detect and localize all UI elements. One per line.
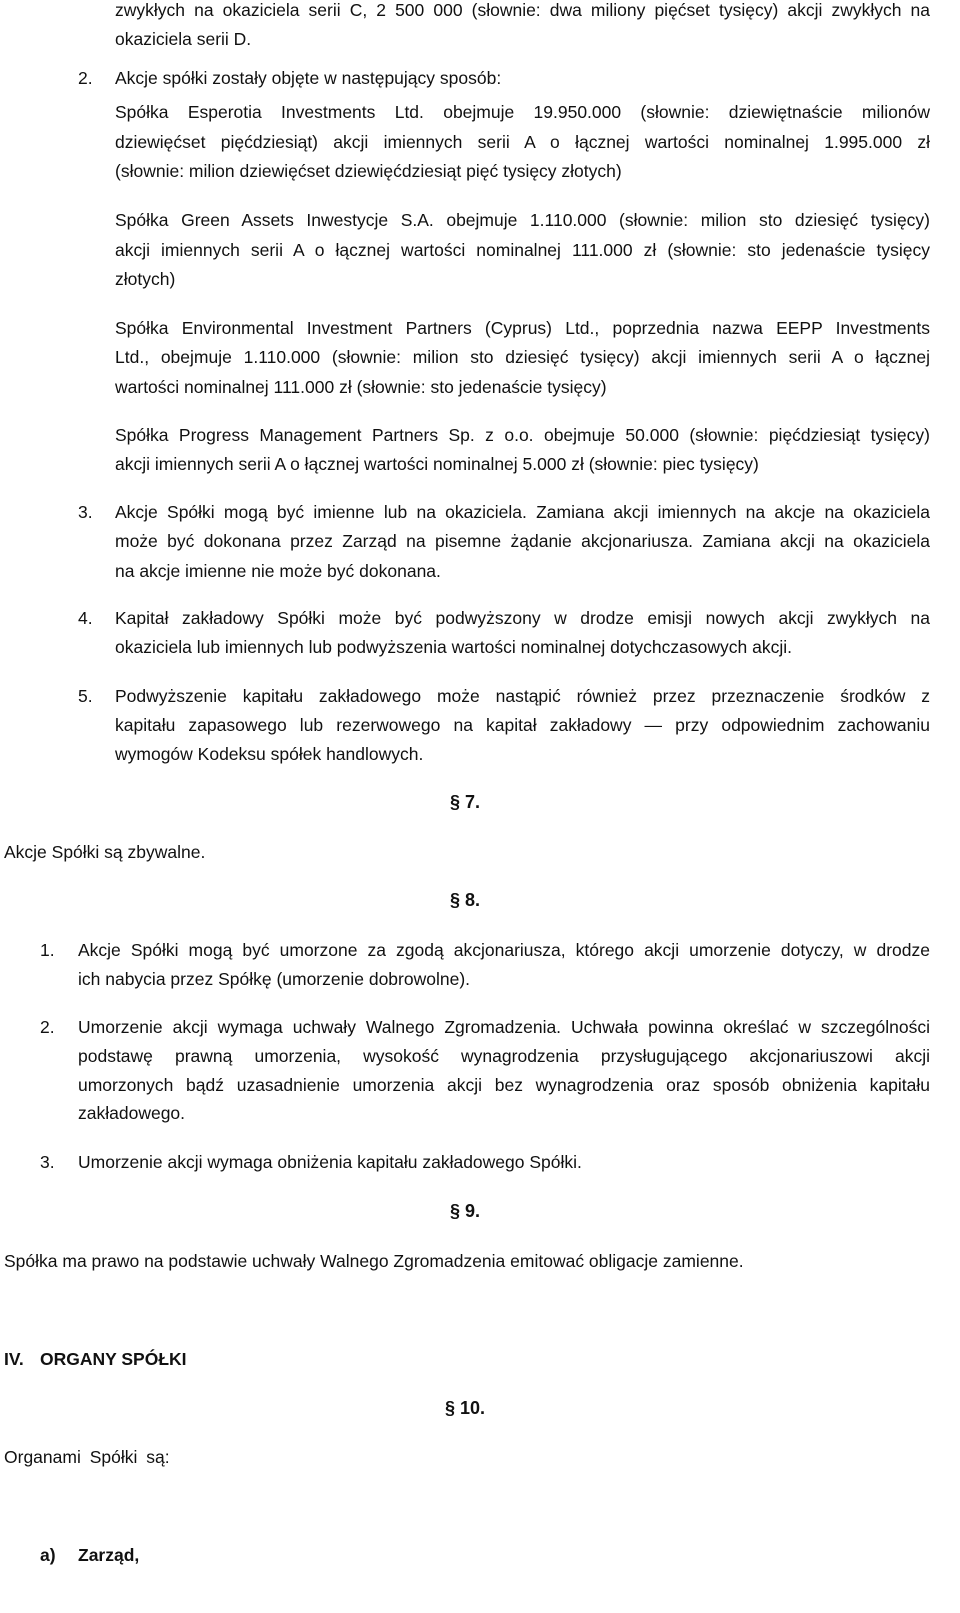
list-item-text: zakładowego. bbox=[78, 1103, 186, 1123]
list-item-text: Akcje spółki zostały objęte w następujący sposób: bbox=[115, 68, 502, 88]
list-number: 5. bbox=[78, 686, 93, 706]
list-number: 3. bbox=[40, 1152, 55, 1172]
list-item-text: Umorzenie akcji wymaga uchwały Walnego Zgromadzenia. Uchwała powinna określać w szczególności bbox=[78, 1017, 930, 1037]
list-item-text: Akcje Spółki mogą być umorzone za zgodą akcjonariusza, którego akcji umorzenie dotyczy, w drodze bbox=[78, 940, 930, 960]
shareholder-line: wartości nominalnej 111.000 zł (słownie: sto jedenaście tysięcy) bbox=[115, 377, 607, 397]
paragraph-line: okaziciela serii D. bbox=[115, 29, 252, 49]
list-number: 2. bbox=[78, 68, 93, 88]
shareholder-line: Spółka Green Assets Inwestycje S.A. obejmuje 1.110.000 (słownie: milion sto dziesięć tysięcy) bbox=[115, 210, 930, 230]
section-text: Akcje Spółki są zbywalne. bbox=[4, 842, 206, 862]
section-heading: § 9. bbox=[450, 1201, 481, 1221]
shareholder-line: dziewięćset pięćdziesiąt) akcji imiennych serii A o łącznej wartości nominalnej 1.995.000 zł bbox=[115, 132, 930, 152]
list-number: 4. bbox=[78, 608, 93, 628]
list-item-text: ich nabycia przez Spółkę (umorzenie dobrowolne). bbox=[78, 969, 471, 989]
shareholder-line: Spółka Esperotia Investments Ltd. obejmuje 19.950.000 (słownie: dziewiętnaście milionów bbox=[115, 102, 930, 122]
list-item-text: Umorzenie akcji wymaga obniżenia kapitału zakładowego Spółki. bbox=[78, 1152, 582, 1172]
list-item-text: umorzonych bądź uzasadnienie umorzenia akcji bez wynagrodzenia oraz sposób obniżenia kapitału bbox=[78, 1075, 930, 1095]
shareholder-line: (słownie: milion dziewięćset dziewięćdziesiąt pięć tysięcy złotych) bbox=[115, 161, 622, 181]
list-number: 1. bbox=[40, 940, 55, 960]
list-item-text: Zarząd, bbox=[78, 1545, 140, 1565]
paragraph-line: zwykłych na okaziciela serii C, 2 500 000 (słownie: dwa miliony pięćset tysięcy) akcji zwykłych na bbox=[115, 0, 930, 20]
list-number: 2. bbox=[40, 1017, 55, 1037]
shareholder-line: akcji imiennych serii A o łącznej wartości nominalnej 111.000 zł (słownie: sto jedenaście tysięcy bbox=[115, 240, 930, 260]
list-number: 3. bbox=[78, 502, 93, 522]
list-item-text: może być dokonana przez Zarząd na pisemne żądanie akcjonariusza. Zamiana akcji na okaziciela bbox=[115, 531, 930, 551]
section-heading: § 7. bbox=[450, 792, 481, 812]
list-item-text: Akcje Spółki mogą być imienne lub na okaziciela. Zamiana akcji imiennych na akcje na okaziciela bbox=[115, 502, 930, 522]
list-item-text: kapitału zapasowego lub rezerwowego na kapitał zakładowy — przy odpowiednim zachowaniu bbox=[115, 715, 930, 735]
chapter-number: IV. bbox=[4, 1349, 24, 1369]
section-text: Spółka ma prawo na podstawie uchwały Walnego Zgromadzenia emitować obligacje zamienne. bbox=[4, 1251, 744, 1271]
list-item-text: Kapitał zakładowy Spółki może być podwyższony w drodze emisji nowych akcji zwykłych na bbox=[115, 608, 930, 628]
list-item-text: wymogów Kodeksu spółek handlowych. bbox=[115, 744, 424, 764]
list-item-text: Podwyższenie kapitału zakładowego może nastąpić również przez przeznaczenie środków z bbox=[115, 686, 930, 706]
shareholder-line: złotych) bbox=[115, 269, 176, 289]
shareholder-line: Ltd., obejmuje 1.110.000 (słownie: milion sto dziesięć tysięcy) akcji imiennych serii A o łącznej bbox=[115, 347, 930, 367]
list-item-text: okaziciela lub imiennych lub podwyższenia wartości nominalnej dotychczasowych akcji. bbox=[115, 637, 792, 657]
list-item-text: podstawę prawną umorzenia, wysokość wynagrodzenia przysługującego akcjonariuszowi akcji bbox=[78, 1046, 930, 1066]
shareholder-line: Spółka Progress Management Partners Sp. z o.o. obejmuje 50.000 (słownie: pięćdziesiąt tysięcy) bbox=[115, 425, 930, 445]
section-heading: § 8. bbox=[450, 890, 481, 910]
chapter-title: ORGANY SPÓŁKI bbox=[40, 1349, 187, 1369]
section-text: Organami Spółki są: bbox=[4, 1447, 170, 1467]
shareholder-line: akcji imiennych serii A o łącznej wartości nominalnej 5.000 zł (słownie: piec tysięcy) bbox=[115, 454, 759, 474]
section-heading: § 10. bbox=[445, 1398, 486, 1418]
list-item-text: na akcje imienne nie może być dokonana. bbox=[115, 561, 441, 581]
shareholder-line: Spółka Environmental Investment Partners (Cyprus) Ltd., poprzednia nazwa EEPP Investments bbox=[115, 318, 930, 338]
list-letter: a) bbox=[40, 1545, 56, 1565]
